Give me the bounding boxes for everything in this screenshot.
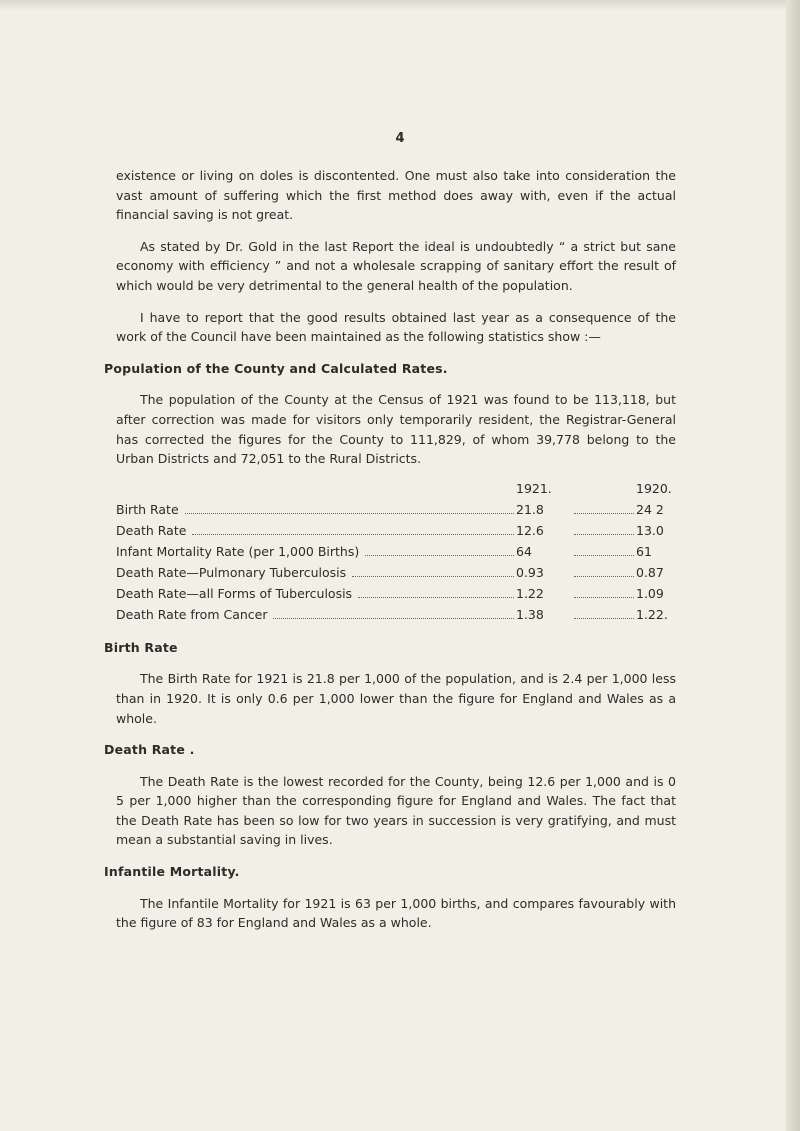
leader-dots	[574, 618, 634, 619]
population-paragraph: The population of the County at the Census of 1921 was found to be 113,118, but after correction was made for visitors only temporarily resident, the Registrar-General has corrected the figures for the County to 111,829, of whom 39,778 belong to the Urban Districts and 72,051 to the Rural Districts.	[116, 392, 676, 467]
stats-row-label: Birth Rate	[116, 501, 179, 517]
stats-row	[116, 542, 676, 563]
page-top-shadow	[0, 0, 800, 10]
leader-dots	[365, 555, 514, 556]
stats-row	[116, 584, 676, 605]
stats-value-1921: 64	[516, 543, 532, 559]
stats-value-1921: 0.93	[516, 564, 544, 580]
stats-value-1920: 1.22.	[636, 606, 668, 622]
stats-value-1921: 21.8	[516, 501, 544, 517]
stats-value-1920: 13.0	[636, 522, 664, 538]
vital-statistics-table	[116, 479, 676, 626]
stats-value-1921: 12.6	[516, 522, 544, 538]
leader-dots	[574, 555, 634, 556]
stats-row-label: Death Rate from Cancer	[116, 606, 268, 622]
leader-dots	[574, 513, 634, 514]
death-rate-paragraph: The Death Rate is the lowest recorded for the County, being 12.6 per 1,000 and is 0 5 per 1,000 higher than the corresponding figure for England and Wales. The fact that the Death Rate has been so low for two years in succession is very gratifying, and must mean a substantial saving in lives.	[116, 773, 676, 848]
stats-row	[116, 500, 676, 521]
page-number: 4	[395, 131, 405, 146]
stats-header-row	[116, 479, 676, 500]
stats-value-1920: 1.09	[636, 585, 664, 601]
leader-dots	[273, 618, 514, 619]
stats-row	[116, 563, 676, 584]
stats-row	[116, 605, 676, 626]
intro-paragraph-2: As stated by Dr. Gold in the last Report the ideal is undoubtedly “ a strict but sane economy with efficiency ” and not a wholesale scrapping of sanitary effort the result of which would be very detrimental to the general health of the population.	[116, 238, 676, 293]
stats-value-1920: 24 2	[636, 501, 664, 517]
leader-dots	[185, 513, 514, 514]
stats-row-label: Death Rate—Pulmonary Tuberculosis	[116, 564, 347, 580]
stats-col-1921: 1921.	[516, 480, 552, 496]
leader-dots	[574, 597, 634, 598]
stats-row-label: Death Rate—all Forms of Tuberculosis	[116, 585, 353, 601]
stats-value-1920: 0.87	[636, 564, 664, 580]
stats-row	[116, 521, 676, 542]
stats-value-1921: 1.22	[516, 585, 544, 601]
document-body	[104, 166, 676, 933]
stats-row-label: Infant Mortality Rate (per 1,000 Births)	[116, 543, 360, 559]
leader-dots	[574, 534, 634, 535]
leader-dots	[192, 534, 514, 535]
stats-row-label: Death Rate	[116, 522, 187, 538]
intro-paragraph-1: existence or living on doles is discontented. One must also take into consideration the vast amount of suffering which the first method does away with, even if the actual financial saving is not great.	[116, 168, 676, 223]
page-edge	[786, 0, 800, 1131]
stats-col-1920: 1920.	[636, 480, 672, 496]
leader-dots	[352, 576, 514, 577]
stats-value-1921: 1.38	[516, 606, 544, 622]
leader-dots	[358, 597, 514, 598]
infantile-mortality-paragraph: The Infantile Mortality for 1921 is 63 per 1,000 births, and compares favourably with the figure of 83 for England and Wales as a whole.	[116, 895, 676, 931]
stats-value-1920: 61	[636, 543, 652, 559]
death-rate-heading: Death Rate .	[104, 742, 195, 758]
population-heading: Population of the County and Calculated Rates.	[104, 360, 448, 376]
birth-rate-heading: Birth Rate	[104, 639, 178, 655]
intro-paragraph-3: I have to report that the good results obtained last year as a consequence of the work of the Council have been maintained as the following statistics show :—	[116, 309, 676, 345]
infantile-mortality-heading: Infantile Mortality.	[104, 864, 240, 880]
birth-rate-paragraph: The Birth Rate for 1921 is 21.8 per 1,000 of the population, and is 2.4 per 1,000 less than in 1920. It is only 0.6 per 1,000 lower than the figure for England and Wales as a whole.	[116, 671, 676, 726]
leader-dots	[574, 576, 634, 577]
